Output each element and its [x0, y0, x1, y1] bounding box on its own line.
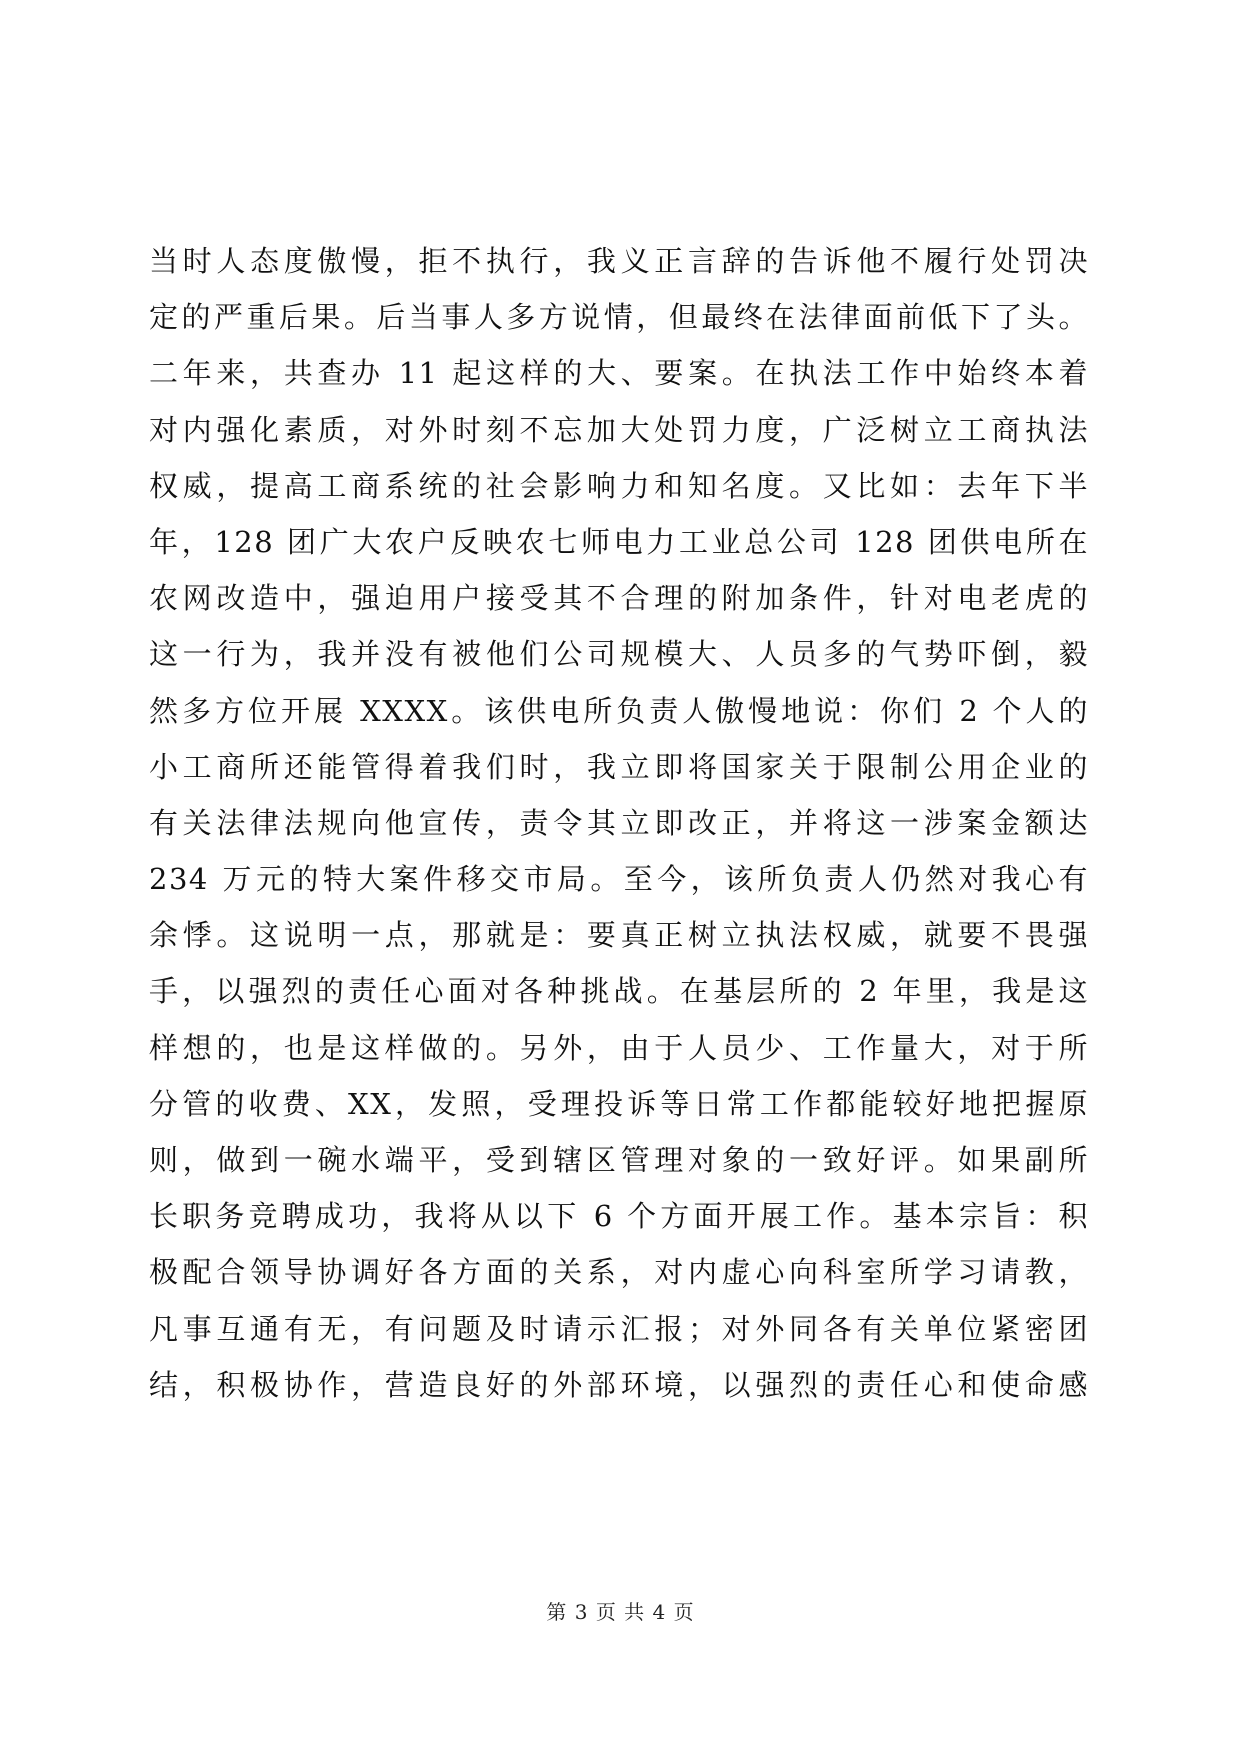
text-line: 余悸。这说明一点，那就是：要真正树立执法权威，就要不畏强 [149, 918, 1089, 953]
body-text [149, 233, 1089, 1413]
text-line: 农网改造中，强迫用户接受其不合理的附加条件，针对电老虎的 [149, 581, 1089, 616]
text-line: 则，做到一碗水端平，受到辖区管理对象的一致好评。如果副所 [149, 1143, 1089, 1177]
text-line: 极配合领导协调好各方面的关系，对内虚心向科室所学习请教， [149, 1255, 1089, 1290]
text-line: 样想的，也是这样做的。另外，由于人员少、工作量大，对于所 [149, 1030, 1089, 1065]
text-line: 分管的收费、XX，发照，受理投诉等日常工作都能较好地把握原 [149, 1086, 1089, 1121]
text-line: 二年来，共查办 11 起这样的大、要案。在执法工作中始终本着 [149, 356, 1089, 391]
text-line: 定的严重后果。后当事人多方说情，但最终在法律面前低下了头。 [149, 300, 1089, 335]
page-number-footer: 第 3 页 共 4 页 [546, 1600, 695, 1624]
text-line: 手，以强烈的责任心面对各种挑战。在基层所的 2 年里，我是这 [149, 974, 1089, 1009]
text-line: 然多方位开展 XXXX。该供电所负责人傲慢地说：你们 2 个人的 [149, 693, 1089, 728]
text-line: 这一行为，我并没有被他们公司规模大、人员多的气势吓倒，毅 [149, 637, 1089, 672]
text-line: 凡事互通有无，有问题及时请示汇报；对外同各有关单位紧密团 [149, 1311, 1089, 1346]
text-line: 对内强化素质，对外时刻不忘加大处罚力度，广泛树立工商执法 [149, 412, 1089, 447]
text-line: 年，128 团广大农户反映农七师电力工业总公司 128 团供电所在 [149, 524, 1089, 559]
text-line: 结，积极协作，营造良好的外部环境，以强烈的责任心和使命感 [149, 1367, 1089, 1402]
text-line: 有关法律法规向他宣传，责令其立即改正，并将这一涉案金额达 [149, 805, 1089, 840]
text-line: 权威，提高工商系统的社会影响力和知名度。又比如：去年下半 [149, 468, 1089, 503]
text-line: 当时人态度傲慢，拒不执行，我义正言辞的告诉他不履行处罚决 [149, 244, 1089, 278]
text-line: 长职务竞聘成功，我将从以下 6 个方面开展工作。基本宗旨：积 [149, 1199, 1089, 1234]
text-line: 小工商所还能管得着我们时，我立即将国家关于限制公用企业的 [149, 749, 1089, 784]
text-line: 234 万元的特大案件移交市局。至今，该所负责人仍然对我心有 [149, 862, 1089, 897]
